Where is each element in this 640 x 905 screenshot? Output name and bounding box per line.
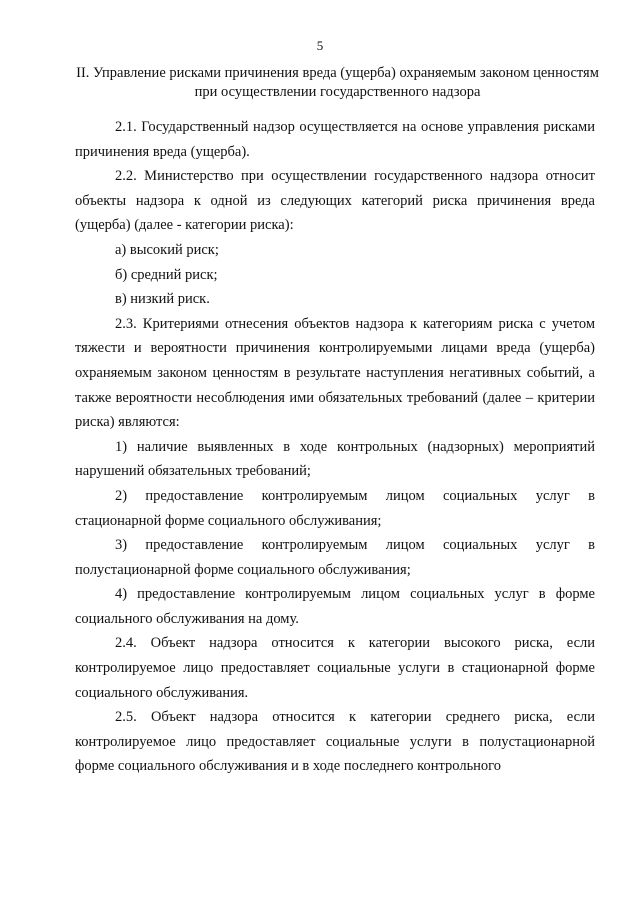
- document-body: [75, 115, 595, 779]
- paragraph-2-4: 2.4. Объект надзора относится к категории высокого риска, если контролируемое лицо предоставляет социальные услуги в стационарной форме социального обслуживания.: [75, 635, 595, 701]
- list-item-medium-risk: б) средний риск;: [115, 266, 218, 283]
- list-item-low-risk: в) низкий риск.: [115, 291, 210, 308]
- section-heading: II. Управление рисками причинения вреда (ущерба) охраняемым законом ценностям при осуществлении государственного надзора: [76, 65, 599, 100]
- criteria-item-4: 4) предоставление контролируемым лицом социальных услуг в форме социального обслуживания на дому.: [75, 586, 595, 627]
- list-item-high-risk: а) высокий риск;: [115, 241, 219, 258]
- page-number: 5: [316, 38, 324, 53]
- paragraph-2-1: 2.1. Государственный надзор осуществляется на основе управления рисками причинения вреда (ущерба).: [75, 119, 595, 160]
- paragraph-2-3: 2.3. Критериями отнесения объектов надзора к категориям риска с учетом тяжести и вероятности причинения контролируемыми лицами вреда (ущерба) охраняемым законом ценностям в результате наступления негативных событий, а также вероятности несоблюдения ими обязательных требований (далее – критерии риска) являются:: [75, 315, 595, 431]
- criteria-item-3: 3) предоставление контролируемым лицом социальных услуг в полустационарной форме социального обслуживания;: [75, 537, 595, 578]
- criteria-item-1: 1) наличие выявленных в ходе контрольных (надзорных) мероприятий нарушений обязательных требований;: [75, 438, 595, 480]
- criteria-item-2: 2) предоставление контролируемым лицом социальных услуг в стационарной форме социального обслуживания;: [75, 487, 595, 529]
- paragraph-2-2: 2.2. Министерство при осуществлении государственного надзора относит объекты надзора к одной из следующих категорий риска причинения вреда (ущерба) (далее - категории риска):: [75, 168, 595, 234]
- paragraph-2-5: 2.5. Объект надзора относится к категории среднего риска, если контролируемое лицо предоставляет социальные услуги в полустационарной форме социального обслуживания и в ходе последнего контрольного: [75, 709, 595, 775]
